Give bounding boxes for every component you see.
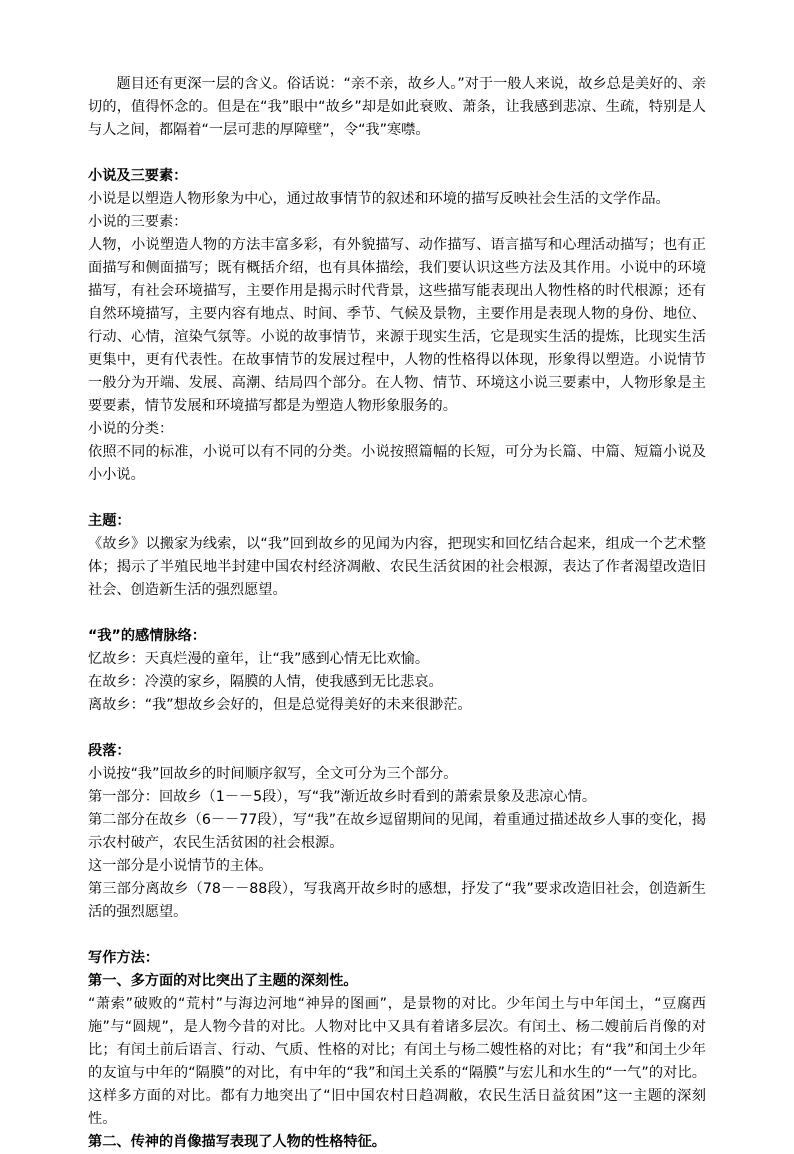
- spacer: [88, 142, 706, 165]
- novel-types-title: 小说的分类：: [88, 421, 174, 437]
- emotion-line: 忆故乡：天真烂漫的童年，让“我”感到心情无比欢愉。: [88, 651, 430, 667]
- spacer: [88, 602, 706, 625]
- document-page: [88, 73, 706, 1154]
- section-heading-sections: 段落：: [88, 743, 131, 759]
- section-heading-writing: 写作方法：: [88, 950, 159, 966]
- sections-line: 第一部分：回故乡（1－－5段），写“我”渐近故乡时看到的萧索景象及悲凉心情。: [88, 789, 597, 805]
- theme-text: 《故乡》以搬家为线索，以“我”回到故乡的见闻为内容，把现实和回忆结合起来，组成一个艺术整体；揭示了半殖民地半封建中国农村经济凋敝、农民生活贫困的社会根源，表达了作者渴望改造旧社会、创造新生活的强烈愿望。: [88, 536, 706, 598]
- section-heading-emotion: “我”的感情脉络：: [88, 628, 206, 644]
- sections-line: 第三部分离故乡（78－－88段），写我离开故乡时的感想，抒发了“我”要求改造旧社会，创造新生活的强烈愿望。: [88, 881, 706, 920]
- section-heading-novel: 小说及三要素：: [88, 168, 188, 184]
- sections-line: 这一部分是小说情节的主体。: [88, 858, 273, 874]
- novel-elements-text: 人物，小说塑造人物的方法丰富多彩，有外貌描写、动作描写、语言描写和心理活动描写；也有正面描写和侧面描写；既有概括介绍，也有具体描绘，我们要认识这些方法及其作用。小说中的环境描写，有社会环境描写，主要作用是揭示时代背景，这些描写能表现出人物性格的时代根源；还有自然环境描写，主要内容有地点、时间、季节、气候及景物，主要作用是表现人物的身份、地位、行动、心情，渲染气氛等。小说的故事情节，来源于现实生活，它是现实生活的提炼，比现实生活更集中，更有代表性。在故事情节的发展过程中，人物的性格得以体现，形象得以塑造。小说情节一般分为开端、发展、高潮、结局四个部分。在人物、情节、环境这小说三要素中，人物形象是主要要素，情节发展和环境描写都是为塑造人物形象服务的。: [88, 237, 706, 414]
- spacer: [88, 717, 706, 740]
- writing-point-text: “萧索”破败的“荒村”与海边河地“神异的图画”，是景物的对比。少年闰土与中年闰土，“豆腐西施”与“圆规”，是人物今昔的对比。人物对比中又具有着诸多层次。有闰土、杨二嫂前后肖像的对比；有闰土前后语言、行动、气质、性格的对比；有闰土与杨二嫂性格的对比；有“我”和闰土少年的友谊与中年的“隔膜”的对比，有中年的“我”和闰土关系的“隔膜”与宏儿和水生的“一气”的对比。这样多方面的对比。都有力地突出了“旧中国农村日趋凋敝，农民生活日益贫困”这一主题的深刻性。: [88, 996, 706, 1127]
- novel-types-text: 依照不同的标准，小说可以有不同的分类。小说按照篇幅的长短，可分为长篇、中篇、短篇小说及小小说。: [88, 444, 706, 483]
- novel-definition: 小说是以塑造人物形象为中心，通过故事情节的叙述和环境的描写反映社会生活的文学作品。: [88, 191, 670, 207]
- spacer: [88, 487, 706, 510]
- section-heading-theme: 主题：: [88, 513, 131, 529]
- novel-elements-title: 小说的三要素：: [88, 214, 188, 230]
- sections-line: 第二部分在故乡（6－－77段），写“我”在故乡逗留期间的见闻，着重通过描述故乡人事的变化，揭示农村破产，农民生活贫困的社会根源。: [88, 812, 706, 851]
- writing-point-title: 第一、多方面的对比突出了主题的深刻性。: [88, 973, 358, 989]
- writing-point-title: 第二、传神的肖像描写表现了人物的性格特征。: [88, 1134, 386, 1150]
- emotion-line: 在故乡：冷漠的家乡，隔膜的人情，使我感到无比悲哀。: [88, 674, 443, 690]
- sections-line: 小说按“我”回故乡的时间顺序叙写，全文可分为三个部分。: [88, 766, 458, 782]
- intro-paragraph: 题目还有更深一层的含义。俗话说：“亲不亲，故乡人。”对于一般人来说，故乡总是美好的、亲切的，值得怀念的。但是在“我”眼中“故乡”却是如此衰败、萧条，让我感到悲凉、生疏，特别是人与人之间，都隔着“一层可悲的厚障壁”，令“我”寒噤。: [88, 76, 706, 138]
- emotion-line: 离故乡：“我”想故乡会好的，但是总觉得美好的未来很渺茫。: [88, 697, 472, 713]
- spacer: [88, 924, 706, 947]
